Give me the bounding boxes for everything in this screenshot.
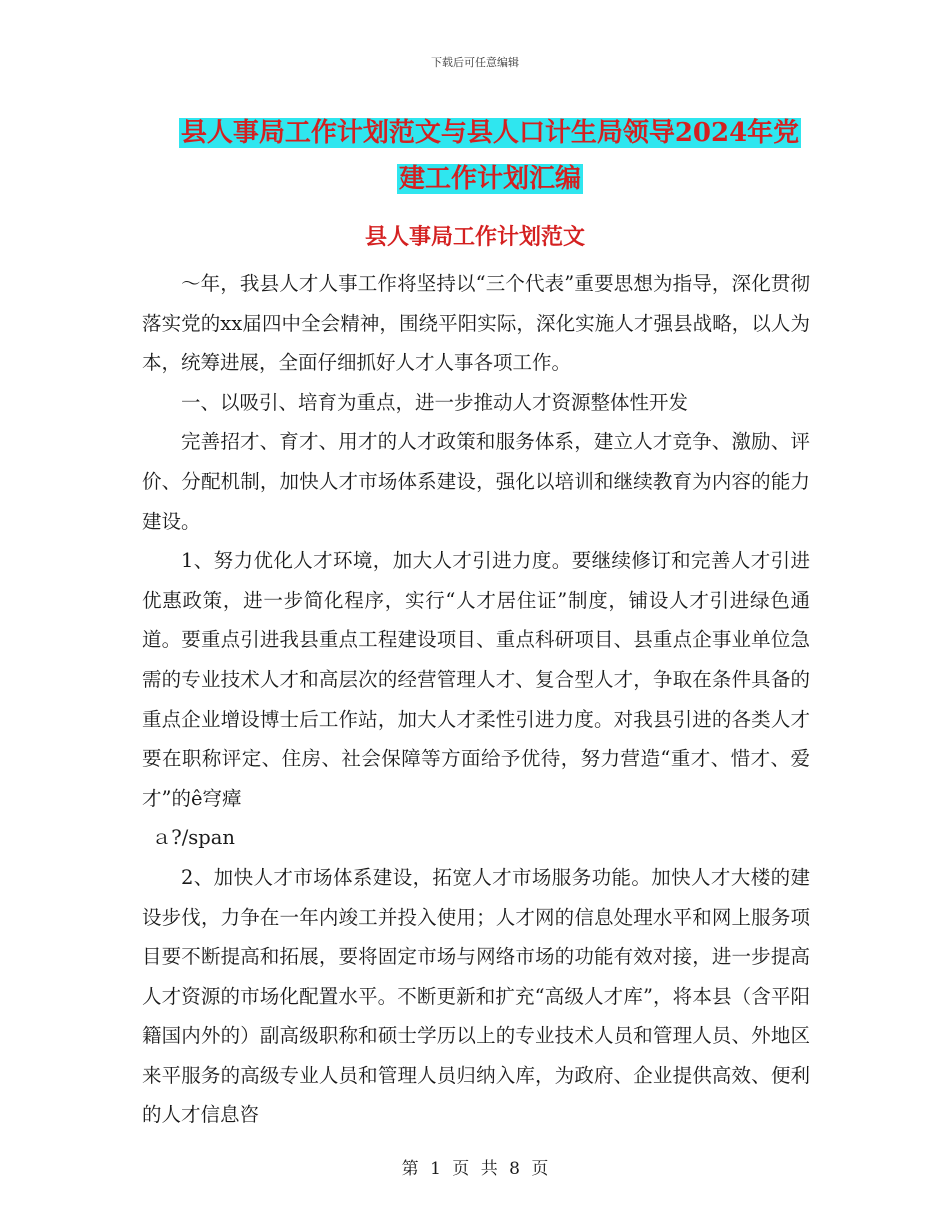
paragraph-intro: ～年，我县人才人事工作将坚持以“三个代表”重要思想为指导，深化贯彻落实党的xx届四中全会精神，围绕平阳实际，深化实施人才强县战略，以人为本，统筹进展，全面仔细抓好人才人事各项工作。 (142, 272, 810, 375)
section-title: 县人事局工作计划范文 (364, 224, 585, 250)
document-title-line-2: 建工作计划汇编 (398, 164, 581, 194)
header-note: 下载后可任意编辑 (431, 56, 519, 69)
paragraph-item-1: 1、努力优化人才环境，加大人才引进力度。要继续修订和完善人才引进优惠政策，进一步简化程序，实行“人才居住证”制度，铺设人才引进绿色通道。要重点引进我县重点工程建设项目、重点科研项目、县重点企事业单位急需的专业技术人才和高层次的经营管理人才、复合型人才，争取在条件具备的重点企业增设博士后工作站，加大人才柔性引进力度。对我县引进的各类人才要在职称评定、住房、社会保障等方面给予优待，努力营造“重才、惜才、爱才”的ê穹瘴 (142, 549, 810, 810)
document-title-line-1: 县人事局工作计划范文与县人口计生局领导2024年党 (180, 118, 800, 148)
document-title (140, 110, 840, 202)
body-text (142, 264, 810, 1135)
paragraph-garbled: ａ?/span (151, 826, 235, 850)
paragraph-heading-1: 一、以吸引、培育为重点，进一步推动人才资源整体性开发 (181, 390, 689, 414)
paragraph-item-2: 2、加快人才市场体系建设，拓宽人才市场服务功能。加快人才大楼的建设步伐，力争在一年内竣工并投入使用；人才网的信息处理水平和网上服务项目要不断提高和拓展，要将固定市场与网络市场的功能有效对接，进一步提高人才资源的市场化配置水平。不断更新和扩充“高级人才库”，将本县（含平阳籍国内外的）副高级职称和硕士学历以上的专业技术人员和管理人员、外地区来平服务的高级专业人员和管理人员归纳入库，为政府、企业提供高效、便利的人才信息咨 (142, 865, 810, 1127)
paragraph-policy: 完善招才、育才、用才的人才政策和服务体系，建立人才竞争、激励、评价、分配机制，加快人才市场体系建设，强化以培训和继续教育为内容的能力建设。 (142, 430, 810, 533)
page-number-footer: 第 1 页 共 8 页 (401, 1159, 549, 1179)
